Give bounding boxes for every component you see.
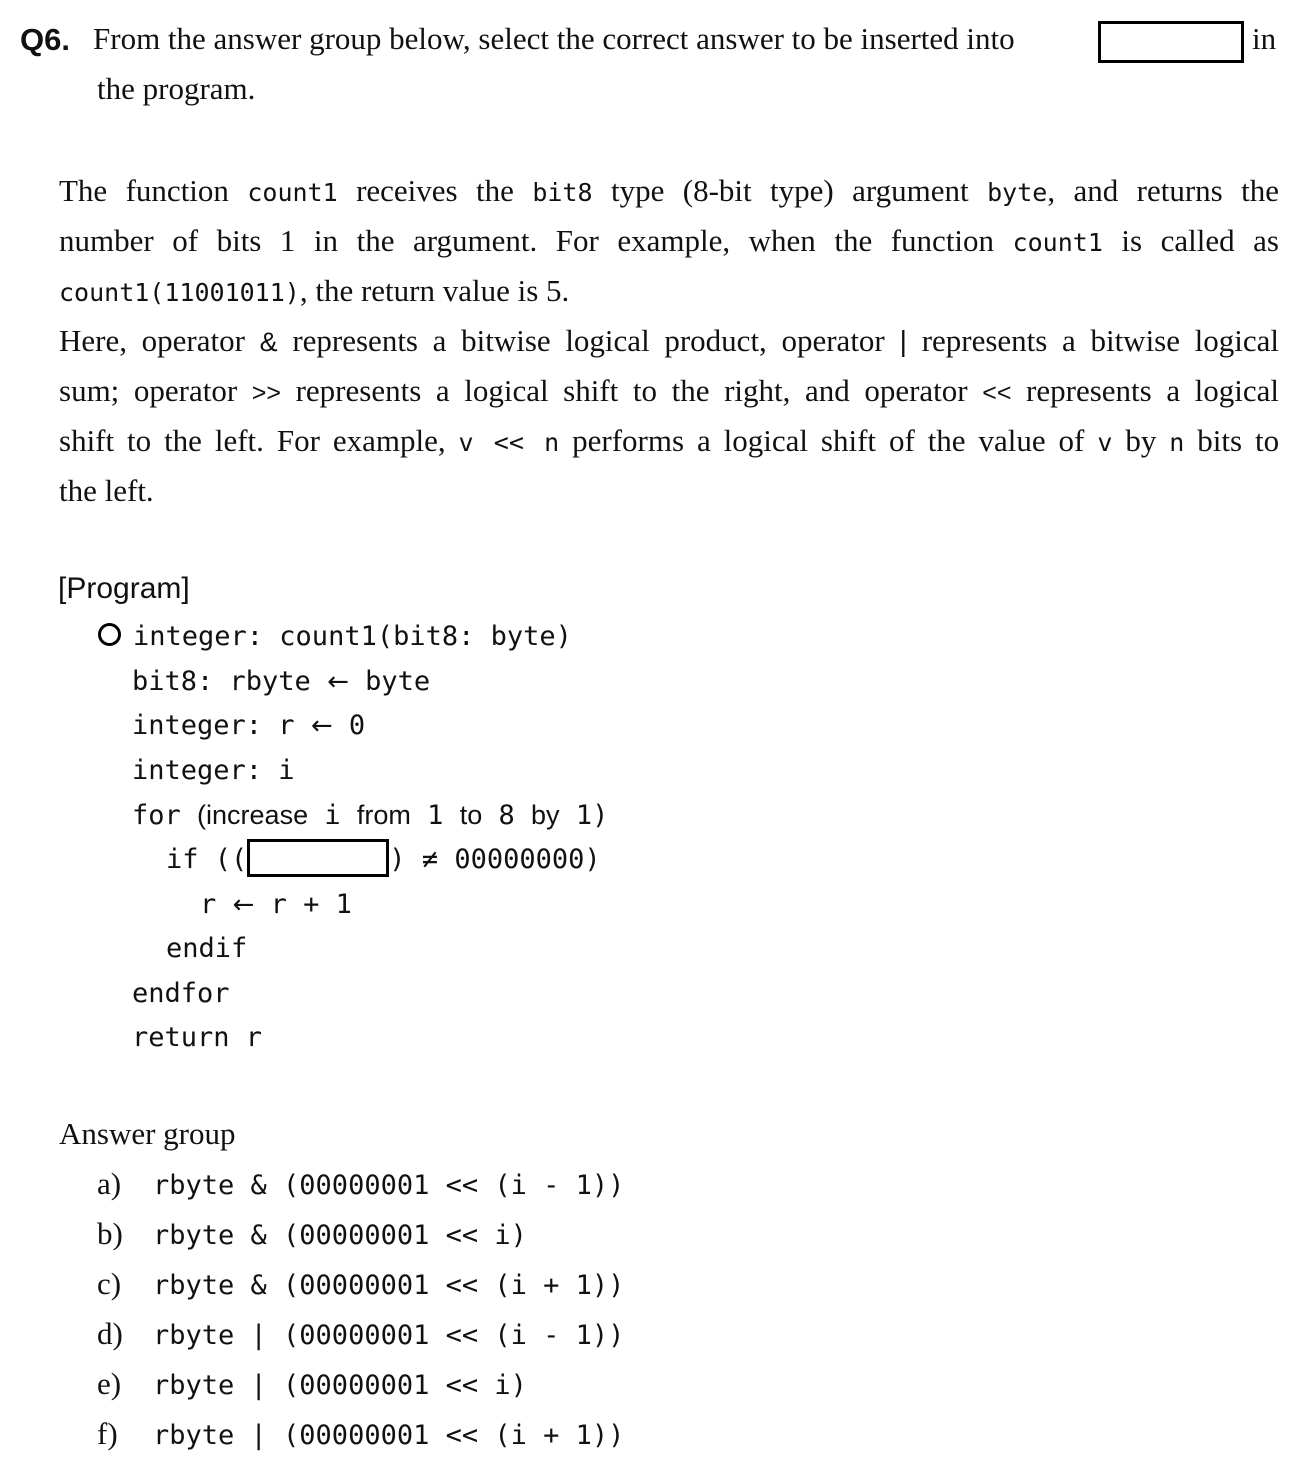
argument-name: byte bbox=[987, 178, 1048, 207]
description-paragraph bbox=[59, 166, 1279, 516]
answer-option-b[interactable]: b) rbyte & (00000001 << i) bbox=[97, 1216, 527, 1251]
answer-group-title: Answer group bbox=[59, 1116, 236, 1151]
answer-blank-box bbox=[1098, 21, 1244, 63]
code-line-increment: r ← r + 1 bbox=[200, 889, 352, 920]
question-text-in: in bbox=[1252, 21, 1277, 56]
assign-arrow-icon: ← bbox=[327, 667, 349, 697]
code-line-signature: integer: count1(bit8: byte) bbox=[98, 615, 572, 660]
answer-option-c[interactable]: c) rbyte & (00000001 << (i + 1)) bbox=[97, 1266, 625, 1301]
answer-option-d[interactable]: d) rbyte | (00000001 << (i - 1)) bbox=[97, 1316, 625, 1351]
operator-shift-left: << bbox=[982, 379, 1012, 407]
type-name: bit8 bbox=[532, 178, 593, 207]
code-line-return: return r bbox=[132, 1022, 263, 1053]
description-line-3: count1(11001011), the return value is 5. bbox=[59, 273, 570, 308]
code-blank-box bbox=[247, 839, 389, 877]
description-line-2: number of bits 1 in the argument. For example, when the function count1 is called as bbox=[59, 223, 1279, 258]
operator-and: & bbox=[259, 327, 278, 357]
description-line-1: The function count1 receives the bit8 type (8-bit type) argument byte, and returns the bbox=[59, 173, 1280, 208]
operator-shift-right: >> bbox=[251, 379, 281, 407]
code-line-endif: endif bbox=[166, 933, 248, 964]
program-title: [Program] bbox=[58, 572, 190, 605]
answer-option-e[interactable]: e) rbyte | (00000001 << i) bbox=[97, 1366, 527, 1401]
assign-arrow-icon: ← bbox=[232, 890, 255, 920]
code-line-if: if (( ) ≠ 00000000) bbox=[166, 838, 601, 883]
code-line-i: integer: i bbox=[132, 755, 295, 786]
operator-or: | bbox=[899, 326, 907, 358]
code-line-for: for (increase i from 1 to 8 by 1) bbox=[132, 800, 609, 831]
description-line-6: shift to the left. For example, v << n performs a logical shift of the value of v by n bits to bbox=[59, 423, 1280, 458]
question-number: Q6. bbox=[20, 22, 70, 57]
answer-option-a[interactable]: a) rbyte & (00000001 << (i - 1)) bbox=[97, 1166, 625, 1201]
answer-option-f[interactable]: f) rbyte | (00000001 << (i + 1)) bbox=[97, 1416, 625, 1451]
assign-arrow-icon: ← bbox=[310, 711, 333, 741]
code-line-rbyte: bit8: rbyte ← byte bbox=[132, 666, 431, 697]
question-text-continued: the program. bbox=[97, 71, 256, 106]
function-name: count1 bbox=[247, 178, 338, 207]
example-call: count1(11001011) bbox=[59, 278, 300, 307]
question-text: From the answer group below, select the correct answer to be inserted into bbox=[93, 21, 1015, 56]
description-line-5: sum; operator >> represents a logical shift to the right, and operator << represents a logical bbox=[59, 373, 1280, 408]
description-line-4: Here, operator & represents a bitwise logical product, operator | represents a bitwise logical bbox=[59, 323, 1280, 358]
code-line-endfor: endfor bbox=[132, 978, 230, 1009]
description-line-7: the left. bbox=[59, 473, 154, 508]
example-expression: v << n bbox=[458, 428, 560, 457]
function-marker-icon bbox=[98, 623, 121, 646]
code-line-r: integer: r ← 0 bbox=[132, 710, 366, 741]
